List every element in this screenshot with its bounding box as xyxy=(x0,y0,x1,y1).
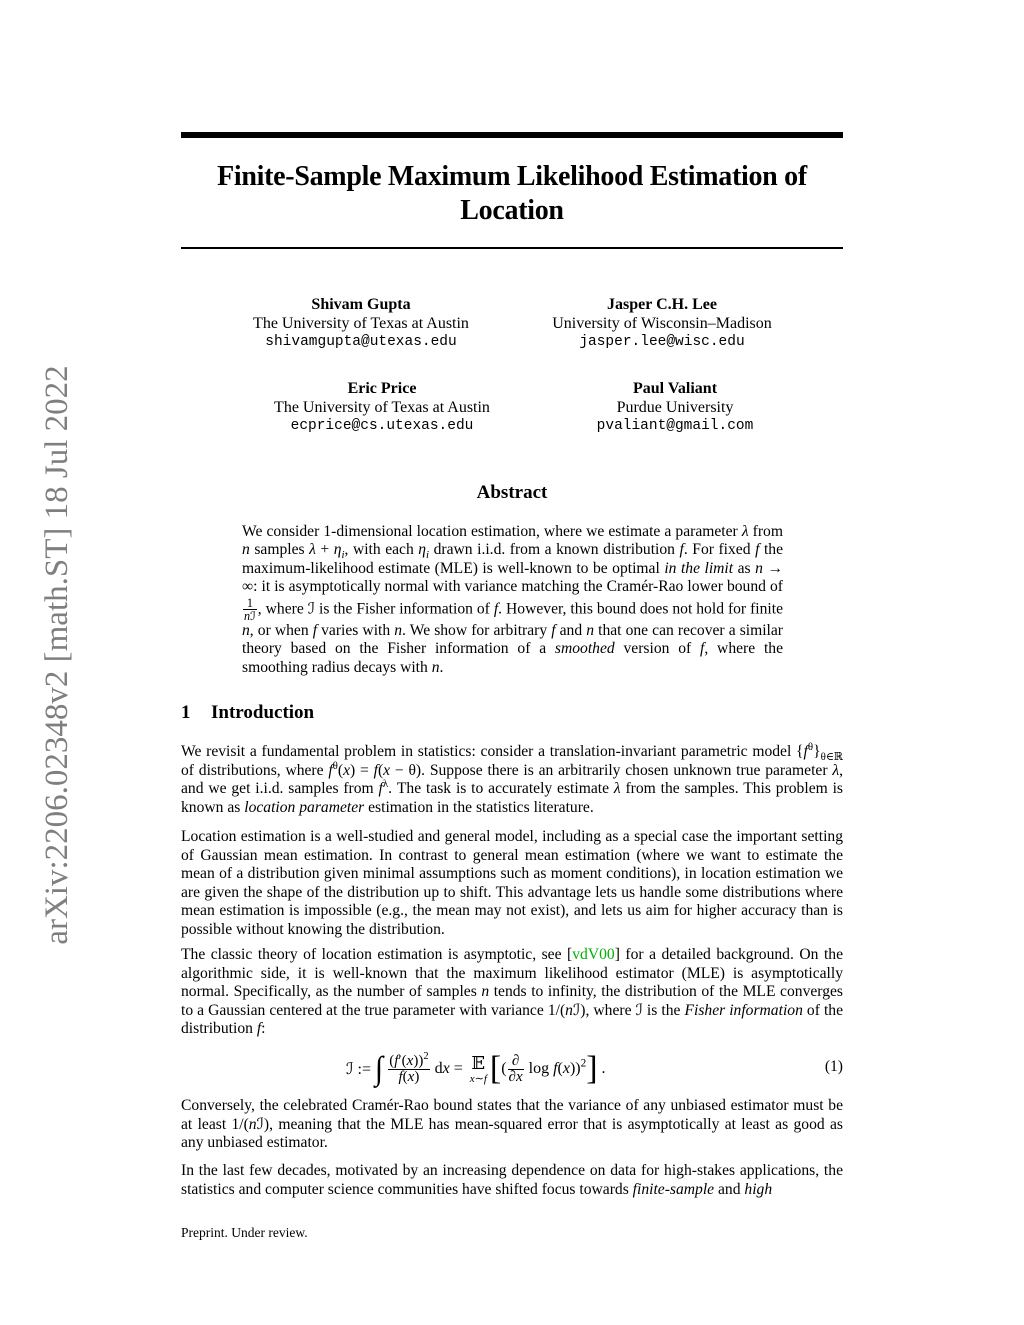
equation-number: (1) xyxy=(824,1058,843,1075)
author-block-1 xyxy=(191,296,531,352)
paragraph-2: Location estimation is a well-studied and general model, including as a special case the important setting of Gaussian mean estimation. In contrast to general mean estimation (where we want to estimate the mean of a distribution given minimal assumptions such as moment conditions), in location estimation we are given the shape of the distribution up to shift. This advantage lets us handle some distributions where mean estimation is impossible (e.g., the mean may not exist), and lets us aim for higher accuracy than is possible without knowing the distribution. xyxy=(181,828,843,938)
paragraph-4: Conversely, the celebrated Cramér-Rao bound states that the variance of any unbiased estimator must be at least 1/(nℐ), meaning that the MLE has mean-squared error that is asymptotically at least as good as any unbiased estimator. xyxy=(181,1097,843,1152)
section-heading: 1 Introduction xyxy=(181,702,315,723)
paper-title: Finite-Sample Maximum Likelihood Estimation of Location xyxy=(217,161,807,226)
equation-1 xyxy=(181,1044,843,1094)
author-name: Shivam Gupta xyxy=(311,296,411,313)
footer-note: Preprint. Under review. xyxy=(181,1225,308,1240)
paper-page xyxy=(181,0,843,1325)
author-block-4 xyxy=(505,380,845,436)
abstract-heading: Abstract xyxy=(476,482,548,503)
author-email[interactable]: pvaliant@gmail.com xyxy=(596,418,754,434)
title-top-rule xyxy=(181,132,843,138)
fisher-information-formula: ℐ := ∫ $\frac{(f'(x))^2}{f(x)}$ dx = 𝔼 x∼f [ ( $\frac{\partial}{\partial x}$ log f(x))$^2$ ] . xyxy=(346,1050,606,1087)
author-name: Eric Price xyxy=(347,380,417,397)
author-name: Paul Valiant xyxy=(632,380,718,397)
author-name: Jasper C.H. Lee xyxy=(607,296,717,313)
author-email[interactable]: shivamgupta@utexas.edu xyxy=(265,334,457,350)
author-affiliation: University of Wisconsin–Madison xyxy=(552,314,772,332)
citation-link[interactable]: vdV00 xyxy=(572,946,615,963)
author-affiliation: The University of Texas at Austin xyxy=(274,398,490,416)
paragraph-1: We revisit a fundamental problem in statistics: consider a translation-invariant parametric model $\{f^\theta\}_{\theta\in ℝ}$ of distributions, where $f^\theta(x) = f(x - \theta)$. Suppose there is an arbitrarily chosen unknown true parameter λ, and we get i.i.d. samples from $f^\lambda$. The task is to accurately estimate λ from the samples. This problem is known as location parameter estimation in the statistics literature. xyxy=(181,740,843,816)
paragraph-3: The classic theory of location estimation is asymptotic, see [vdV00] for a detailed background. On the algorithmic side, it is well-known that the maximum likelihood estimator (MLE) is asymptotically normal. Specifically, as the number of samples n tends to infinity, the distribution of the MLE converges to a Gaussian centered at the true parameter with variance 1/(nℐ), where ℐ is the Fisher information of the distribution f: xyxy=(181,946,844,1038)
title-bottom-rule xyxy=(181,247,843,249)
author-block-3 xyxy=(212,380,552,436)
author-email[interactable]: jasper.lee@wisc.edu xyxy=(579,334,745,350)
author-affiliation: The University of Texas at Austin xyxy=(253,314,469,332)
arxiv-stamp: arXiv:2206.02348v2 [math.ST] 18 Jul 2022 xyxy=(39,365,75,945)
author-block-2 xyxy=(492,296,832,352)
author-affiliation: Purdue University xyxy=(616,398,734,416)
author-email[interactable]: ecprice@cs.utexas.edu xyxy=(290,418,474,434)
paragraph-5: In the last few decades, motivated by an increasing dependence on data for high-stakes applications, the statistics and computer science communities have shifted focus towards finite-sample and high xyxy=(181,1162,843,1198)
abstract-text: We consider 1-dimensional location estimation, where we estimate a parameter λ from n samples $\lambda + \eta_i$, with each $\eta_i$ drawn i.i.d. from a known distribution f. For fixed f the maximum-likelihood estimate (MLE) is well-known to be optimal in the limit as n → ∞: it is asymptotically normal with variance matching the Cramér-Rao lower bound of $\frac{1}{\text{nℐ}}$ , where ℐ is the Fisher information of f. However, this bound does not hold for finite n, or when f varies with n. We show for arbitrary f and n that one can recover a similar theory based on the Fisher information of a smoothed version of f, where the smoothing radius decays with n. xyxy=(242,523,784,676)
